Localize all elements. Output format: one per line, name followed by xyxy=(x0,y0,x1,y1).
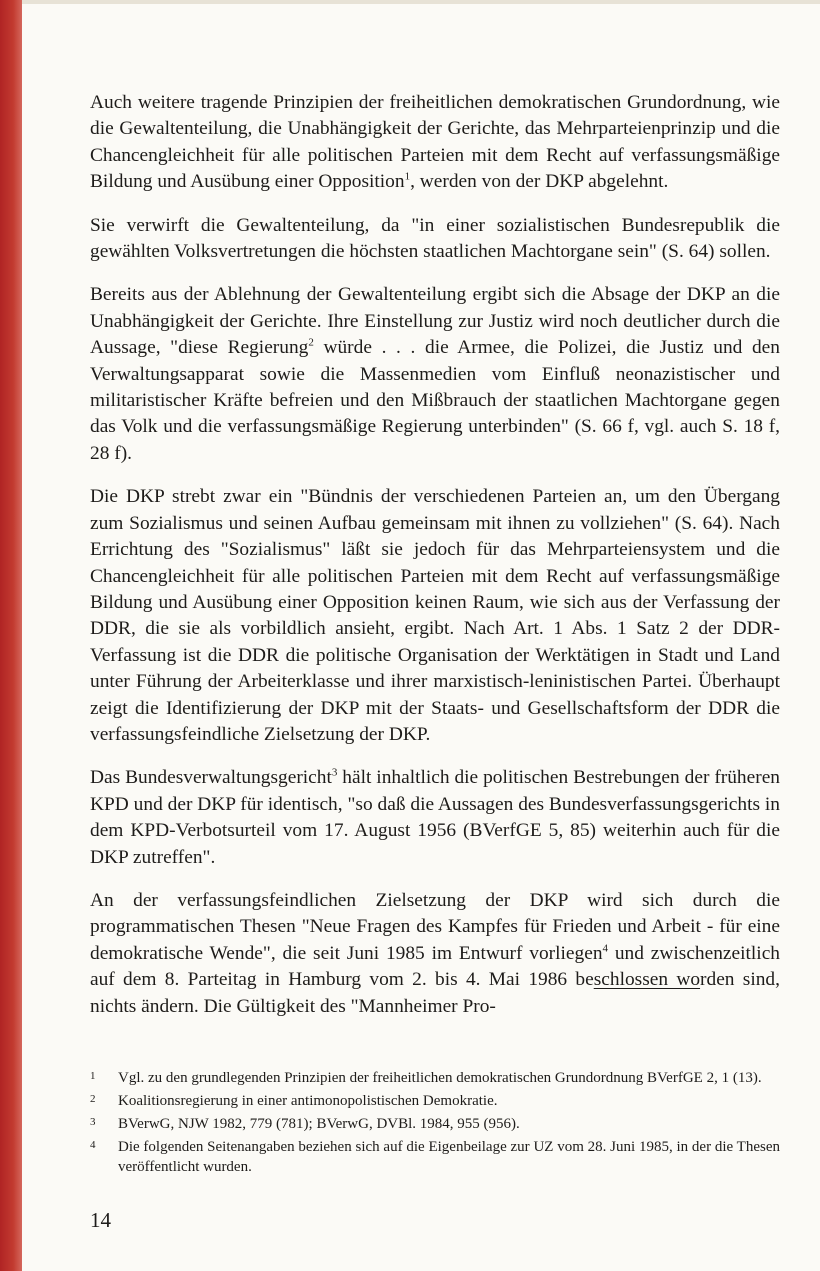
text-run: hält inhaltlich die politischen Bestrebungen der früheren KPD und der DKP für identisch, "so daß die Aussagen des Bundesverfassungsgerichts in dem KPD-Verbotsurteil vom 17. August 1956 (BVerfGE 5, 85) weiterhin auch für die DKP zutreffen". xyxy=(90,767,780,868)
footnote-text: Vgl. zu den grundlegenden Prinzipien der freiheitlichen demokratischen Grundordnung BVerfGE 2, 1 (13). xyxy=(118,1070,762,1086)
paragraph xyxy=(90,213,780,266)
footnote xyxy=(90,1091,780,1111)
footnote-number: 4 xyxy=(90,1139,96,1151)
paragraph xyxy=(90,888,780,1020)
footnote-number: 2 xyxy=(90,1093,96,1105)
paragraph xyxy=(90,90,780,196)
paragraph xyxy=(90,282,780,467)
footnote xyxy=(90,1114,780,1134)
footnote-ref: 3 xyxy=(331,766,338,779)
text-run: Die DKP strebt zwar ein "Bündnis der verschiedenen Parteien an, um den Übergang zum Sozialismus und seinen Aufbau gemeinsam mit ihnen zu vollziehen" (S. 64). Nach Errichtung des "Sozialismus" läßt sie jedoch für das Mehrparteiensystem und die Chancengleichheit für alle politischen Parteien mit dem Recht auf verfassungsmäßige Bildung und Ausübung einer Opposition keinen Raum, wie sich aus der Verfassung der DDR, die sie als vorbildlich ansieht, ergibt. Nach Art. 1 Abs. 1 Satz 2 der DDR-Verfassung ist die DDR die politische Organisation der Werktätigen in Stadt und Land unter Führung der Arbeiterklasse und ihrer marxistisch-leninistischen Partei. Überhaupt zeigt die Identifizierung der DKP mit der Staats- und Gesellschaftsform der DDR die verfassungsfeindliche Zielsetzung der DKP. xyxy=(90,486,780,745)
footnote-ref: 1 xyxy=(404,170,411,183)
underlined-text: schlossen wo xyxy=(593,969,701,991)
footnote-text: BVerwG, NJW 1982, 779 (781); BVerwG, DVBl. 1984, 955 (956). xyxy=(118,1116,520,1132)
body-text xyxy=(90,90,780,1037)
paragraph xyxy=(90,484,780,748)
footnote xyxy=(90,1137,780,1177)
text-run: Sie verwirft die Gewaltenteilung, da "in einer sozialistischen Bundesrepublik die gewählten Volksvertretungen die höchsten staatlichen Machtorgane sein" (S. 64) sollen. xyxy=(90,214,780,263)
footnotes xyxy=(90,1068,780,1180)
footnote-ref: 2 xyxy=(308,336,314,349)
page-number: 14 xyxy=(90,1208,111,1232)
book-spine-edge xyxy=(0,0,22,1271)
text-run: An der verfassungsfeindlichen Zielsetzung der DKP wird sich durch die programmatischen Thesen "Neue Fragen des Kampfes für Frieden und Arbeit - für eine demokratische Wende", die seit Juni 1985 im Entwurf vorliegen xyxy=(90,889,780,964)
footnote-number: 1 xyxy=(90,1070,96,1082)
text-run: Auch weitere tragende Prinzipien der freiheitlichen demokratischen Grundordnung, wie die Gewaltenteilung, die Unabhängigkeit der Gerichte, das Mehrparteienprinzip und die Chancengleichheit für alle politischen Parteien mit dem Recht auf verfassungsmäßige Bildung und Ausübung einer Opposition xyxy=(90,92,780,193)
footnote-text: Die folgenden Seitenangaben beziehen sich auf die Eigenbeilage zur UZ vom 28. Juni 1985, in der die Thesen veröffentlicht wurden. xyxy=(118,1139,780,1175)
paragraph xyxy=(90,765,780,871)
footnote-text: Koalitionsregierung in einer antimonopolistischen Demokratie. xyxy=(118,1093,498,1109)
page-top-edge xyxy=(22,0,820,4)
text-run: rden sind, nichts ändern. Die Gültigkeit des "Mannheimer Pro- xyxy=(90,969,780,1017)
text-run: Bereits aus der Ablehnung der Gewaltenteilung ergibt sich die Absage der DKP an die Unabhängigkeit der Gerichte. Ihre Einstellung zur Justiz wird noch deutlicher durch die Aussage, "diese Regierung xyxy=(90,284,780,359)
text-run: , werden von der DKP abgelehnt. xyxy=(410,171,669,193)
footnote-number: 3 xyxy=(90,1116,96,1128)
text-run: Das Bundesverwaltungsgericht xyxy=(90,767,332,789)
footnote-ref: 4 xyxy=(602,942,609,955)
footnote xyxy=(90,1068,780,1088)
text-run: und zwischenzeitlich auf dem 8. Parteitag in Hamburg vom 2. bis 4. Mai 1986 be xyxy=(90,942,780,991)
text-run: würde . . . die Armee, die Polizei, die Justiz und den Verwaltungsapparat sowie die Massenmedien vom Einfluß neonazistischer und militaristischer Kräfte befreien und den Mißbrauch der staatlichen Machtorgane gegen das Volk und die verfassungsmäßige Regierung unterbinden" (S. 66 f, vgl. auch S. 18 f, 28 f). xyxy=(90,337,780,464)
